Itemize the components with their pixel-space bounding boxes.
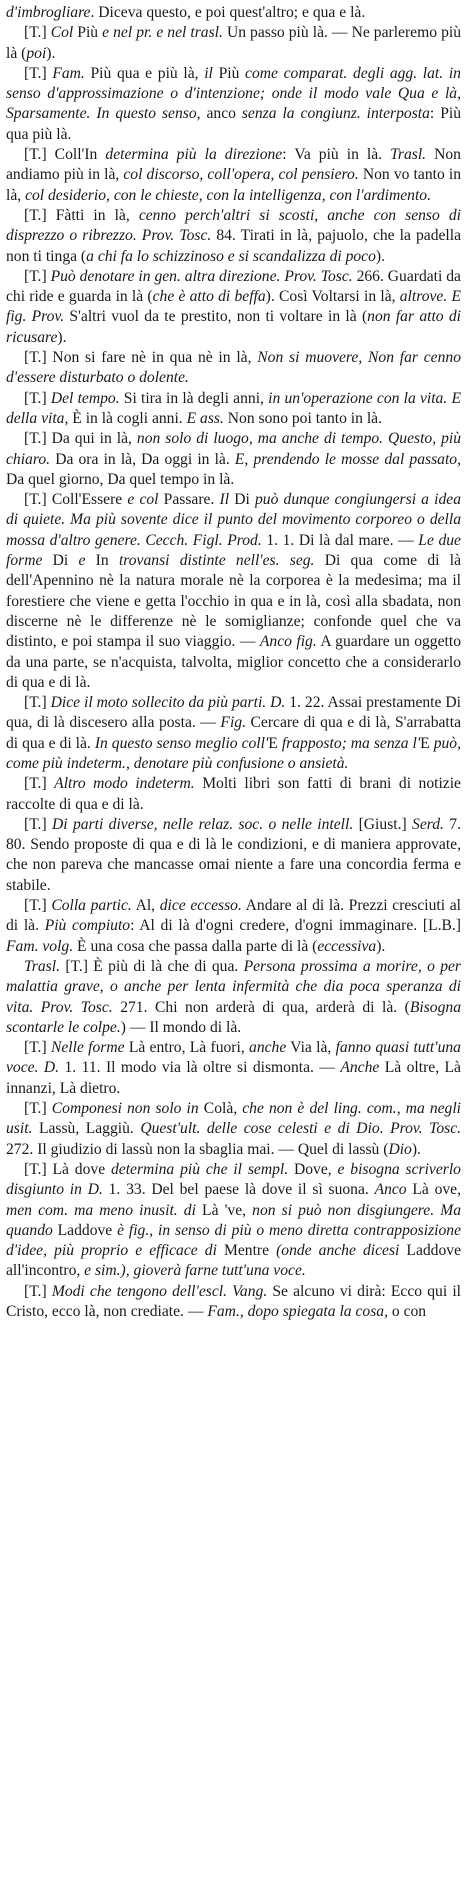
text-run: [T.] — [24, 897, 52, 915]
text-run: ). — [57, 328, 67, 346]
text-run: Non sono poi tanto in là. — [223, 409, 382, 427]
italic-run: e — [78, 552, 86, 570]
entry-paragraph — [6, 1282, 461, 1323]
italic-run: e nel pr. e nel trasl. — [102, 24, 223, 42]
text-run: [T.] — [24, 24, 51, 42]
italic-run: può dunque congiungersi a idea di quiete. Ma più sovente dice il punto del movimento corporeo o della mossa d'altro genere. Cecch. Figl. Prod. — [6, 491, 461, 549]
text-run: [T.] È più di là che di qua. — [59, 957, 244, 975]
italic-run: in un'operazione con la vita. E della vita, — [6, 389, 461, 427]
text-run: È una cosa che passa dalla parte di là ( — [73, 937, 318, 955]
italic-run: Componesi non solo in — [51, 1100, 199, 1118]
italic-run: fanno quasi tutt'una voce. D. — [6, 1039, 461, 1077]
italic-run: può, come più indeterm., denotare più confusione o ansietà. — [6, 734, 461, 772]
italic-run: che non è del ling. com., ma negli usit. — [6, 1100, 462, 1138]
entry-paragraph — [6, 3, 461, 23]
italic-run: che è atto di beffa — [152, 288, 266, 306]
italic-run: e sim.), gioverà farne tutt'una voce. — [84, 1262, 306, 1280]
italic-run: Del tempo. — [50, 389, 120, 407]
italic-run: Fam. volg. — [6, 937, 74, 955]
text-run: [T.] Coll'In — [24, 146, 106, 164]
text-run: 271. Chi non arderà di qua, arderà di là. ( — [112, 998, 410, 1016]
entry-paragraph — [6, 896, 461, 957]
entry-paragraph — [6, 348, 461, 389]
italic-run: frapposto; ma senza l' — [281, 734, 421, 752]
text-run: Un passo più là. — Ne parleremo più là ( — [6, 24, 461, 62]
text-run: A guardare un oggetto da una parte, se n'acquista, talvolta, miglior concetto che a considerarlo di qua e di là. — [6, 633, 461, 691]
text-run: 84. Tirati in là, pajuolo, che la padella non ti tinga ( — [6, 227, 461, 265]
text-run: [T.] — [24, 1100, 52, 1118]
text-run: Da quel giorno, Da quel tempo in là. — [6, 470, 235, 488]
text-run: Cercare di qua e di là, S'arrabatta di qua e di là. — [6, 714, 461, 752]
text-run: Più — [77, 24, 103, 42]
entry-paragraph — [6, 145, 461, 206]
text-run: Mentre — [216, 1242, 277, 1260]
text-run: Dove, — [288, 1160, 338, 1178]
text-run: 1. 11. Il modo via là oltre si dismonta. — — [59, 1059, 341, 1077]
italic-run: è fig., in senso di più o meno diretta contrapposizione d'idee, più proprio e efficace di — [6, 1221, 461, 1260]
entry-paragraph — [6, 774, 461, 815]
text-run: ). — [376, 937, 386, 955]
entry-paragraph — [6, 1160, 461, 1282]
text-run: [T.] — [24, 1039, 51, 1057]
italic-run: (onde anche dicesi — [276, 1242, 400, 1260]
text-run: [T.] — [24, 1282, 52, 1300]
text-run: [T.] — [24, 694, 51, 712]
italic-run: eccessiva — [317, 937, 377, 955]
text-run: [T.] Non si fare nè in qua nè in là, — [24, 349, 258, 367]
text-run: S'altri vuol da te prestito, non ti voltare in là ( — [64, 308, 368, 326]
italic-run: non far atto di ricusare — [6, 308, 461, 346]
text-run: [T.] — [24, 775, 55, 793]
italic-run: In questo senso meglio coll' — [94, 734, 269, 752]
italic-run: Dio — [388, 1140, 412, 1158]
text-run: ) — Il mondo di là. — [120, 1018, 242, 1036]
text-run: anco — [200, 105, 242, 123]
italic-run: determina più la direzione — [105, 146, 283, 164]
text-run: [T.] Da qui in là, — [24, 430, 137, 448]
text-run: Di — [42, 552, 79, 570]
entry-paragraph — [6, 1038, 461, 1099]
text-run: Laddove — [52, 1221, 118, 1239]
italic-run: Qua e là, Sparsamente. In questo senso, — [6, 85, 461, 123]
italic-run: Può denotare in gen. altra direzione. Prov. Tosc. — [50, 267, 353, 285]
text-run: 1. 22. Assai prestamente Di qua, di là discesero alla posta. — — [6, 694, 461, 732]
italic-run: Col — [50, 24, 78, 42]
text-run: [T.] Là dove — [24, 1160, 111, 1178]
italic-run: anche — [249, 1039, 287, 1057]
entry-paragraph — [6, 206, 461, 267]
italic-run: Più compiuto — [44, 917, 131, 935]
text-run: 1. 33. Del bel paese là dove il sì suona. — [102, 1181, 375, 1199]
italic-run: Fam. — [52, 64, 85, 82]
text-run: Via là, — [286, 1039, 336, 1057]
italic-run: Il — [219, 491, 230, 509]
italic-run: Colla partic. — [51, 897, 132, 915]
italic-run: E ass. — [186, 409, 224, 427]
text-run: È in là cogli anni. — [68, 409, 187, 427]
text-run: Passare. — [158, 491, 220, 509]
italic-run: trovansi distinte nell'es. seg. — [118, 552, 315, 570]
text-run: : Più qua più là. — [6, 105, 461, 143]
italic-run: Fam., dopo spiegata la cosa, — [207, 1303, 388, 1320]
text-run: [T.] — [24, 267, 51, 285]
text-run: 1. 1. Di là dal mare. — — [261, 531, 419, 549]
text-run: In — [85, 552, 119, 570]
text-run: E — [268, 734, 282, 752]
entry-paragraph — [6, 693, 461, 774]
text-run: Là ove, — [406, 1181, 461, 1199]
text-run: Laddove all'incontro, — [6, 1242, 461, 1280]
italic-run: e col — [127, 491, 159, 509]
entry-paragraph — [6, 64, 461, 145]
text-run: ). Così Voltarsi in là, — [265, 288, 400, 306]
text-run: Lassù, Laggiù. — [32, 1120, 141, 1138]
italic-run: Trasl. — [24, 957, 60, 975]
italic-run: come comparat. degli agg. lat. in senso d'approssimazione o d'intenzione; onde il modo vale — [6, 64, 461, 103]
italic-run: e bisogna scriverlo disgiunto in D. — [6, 1160, 461, 1199]
italic-run: Altro modo indeterm. — [54, 775, 195, 793]
text-run: Molti libri son fatti di brani di notizie raccolte di qua e di là. — [6, 775, 461, 813]
italic-run: Anco — [374, 1181, 407, 1199]
entry-paragraph — [6, 490, 461, 693]
italic-run: a chi fa lo schizzinoso e si scandalizza di poco — [86, 247, 376, 265]
entry-paragraph — [6, 267, 461, 348]
text-run: : Va più in là. — [282, 146, 391, 164]
text-run: Là entro, Là fuori, — [124, 1039, 250, 1057]
text-run: ). — [411, 1140, 421, 1158]
text-run: [T.] — [24, 389, 51, 407]
italic-run: Di parti diverse, nelle relaz. soc. o nelle intell. — [52, 815, 354, 833]
text-run: : Al di là d'ogni credere, d'ogni immaginare. [L.B.] — [130, 917, 461, 935]
text-run: [T.] Fàtti in là, — [24, 206, 139, 224]
italic-run: col discorso, coll'opera, col pensiero. — [123, 166, 359, 184]
text-run: Si tira in là degli anni, — [119, 389, 269, 407]
text-run: [T.] — [24, 815, 53, 833]
italic-run: dice eccesso. — [159, 897, 242, 915]
text-run: Non vo tanto in là, — [6, 166, 461, 204]
italic-run: Le due forme — [6, 531, 461, 570]
text-run: Andare al di là. Prezzi cresciuti al di là. — [6, 897, 461, 935]
text-run: ). — [375, 247, 385, 265]
text-run: Là oltre, Là innanzi, Là dietro. — [6, 1059, 461, 1097]
italic-run: Fig. — [220, 714, 246, 732]
italic-run: Modi che tengono dell'escl. Vang. — [51, 1282, 268, 1300]
italic-run: non si può non disgiungere. Ma quando — [6, 1201, 461, 1239]
italic-run: d'imbrogliare — [6, 4, 91, 21]
entry-paragraph — [6, 957, 461, 1038]
italic-run: Serd. — [412, 815, 444, 833]
text-run: Se alcuno vi dirà: Ecco qui il Cristo, ecco là, non crediate. — — [6, 1282, 461, 1320]
text-run: 272. Il giudizio di lassù non la sbaglia mai. — Quel di lassù ( — [6, 1140, 389, 1158]
italic-run: altrove. E fig. Prov. — [6, 288, 461, 326]
text-run: ). — [46, 44, 56, 62]
text-run: . Diceva questo, e poi quest'altro; e qua e là. — [90, 4, 366, 21]
text-run: 7. 80. Sendo proposte di qua e di là le condizioni, e di maniera approvate, che non pareva che mancasse omai niente a fare una concordia ferma e stabile. — [6, 815, 462, 894]
text-run: [Giust.] — [353, 815, 413, 833]
text-run: [T.] — [24, 64, 53, 82]
italic-run: col desiderio, con le chieste, con la intelligenza, con l'ardimento. — [25, 186, 432, 204]
italic-run: poi — [26, 44, 47, 62]
italic-run: Nelle forme — [50, 1039, 125, 1057]
italic-run: Non si muovere, Non far cenno d'essere disturbato o dolente. — [6, 349, 461, 387]
entry-paragraph — [6, 429, 461, 490]
text-run: Più qua e più là, — [84, 64, 205, 82]
text-run: o con — [387, 1303, 427, 1320]
italic-run: il — [204, 64, 219, 82]
text-run: Di — [229, 491, 255, 509]
italic-run: Bisogna scontarle le colpe. — [6, 998, 461, 1036]
text-run: Al, — [131, 897, 160, 915]
text-run: Colà, — [198, 1100, 243, 1118]
text-run: Più — [218, 64, 246, 82]
italic-run: men com. ma meno inusit. di — [6, 1201, 196, 1219]
text-run: [T.] Coll'Essere — [24, 491, 128, 509]
italic-run: Anche — [340, 1059, 380, 1077]
entry-paragraph — [6, 1099, 461, 1160]
italic-run: Persona prossima a morire, o per malattia grave, o anche per lenta infermità che dia poca speranza di vita. Prov. Tosc. — [6, 957, 461, 1016]
text-run: E — [420, 734, 434, 752]
text-run: Da ora in là, Da oggi in là. — [50, 450, 235, 468]
italic-run: non solo di luogo, ma anche di tempo. Questo, più chiaro. — [6, 430, 461, 468]
text-run: Non andiamo più in là, — [6, 146, 461, 184]
text-run: Di qua come di là dell'Apennino nè la natura morale nè la corporea è la medesima; ma il forestiere che viene e getta l'occhio in qua e in là, così alla sbadata, non discerne nè le differenze nè le somiglianze; confonde quel che va distinto, e poi stampa il suo viaggio. — — [6, 552, 461, 651]
italic-run: cenno perch'altri si scosti, anche con senso di disprezzo o ribrezzo. Prov. Tosc. — [6, 206, 462, 245]
italic-run: E, prendendo le mosse dal passato, — [234, 450, 461, 468]
text-run: 266. Guardati da chi ride e guarda in là ( — [6, 267, 461, 306]
italic-run: Trasl. — [390, 146, 427, 164]
entry-paragraph — [6, 389, 461, 430]
italic-run: determina più che il sempl. — [110, 1160, 289, 1178]
text-run: Là 've, — [195, 1201, 253, 1219]
italic-run: Quest'ult. delle cose celesti e di Dio. Prov. Tosc. — [140, 1120, 462, 1138]
italic-run: senza la congiunz. interposta — [241, 105, 430, 123]
entry-paragraph — [6, 815, 461, 896]
entry-paragraph — [6, 23, 461, 64]
italic-run: Anco fig. — [259, 633, 317, 651]
italic-run: Dice il moto sollecito da più parti. D. — [50, 694, 286, 712]
